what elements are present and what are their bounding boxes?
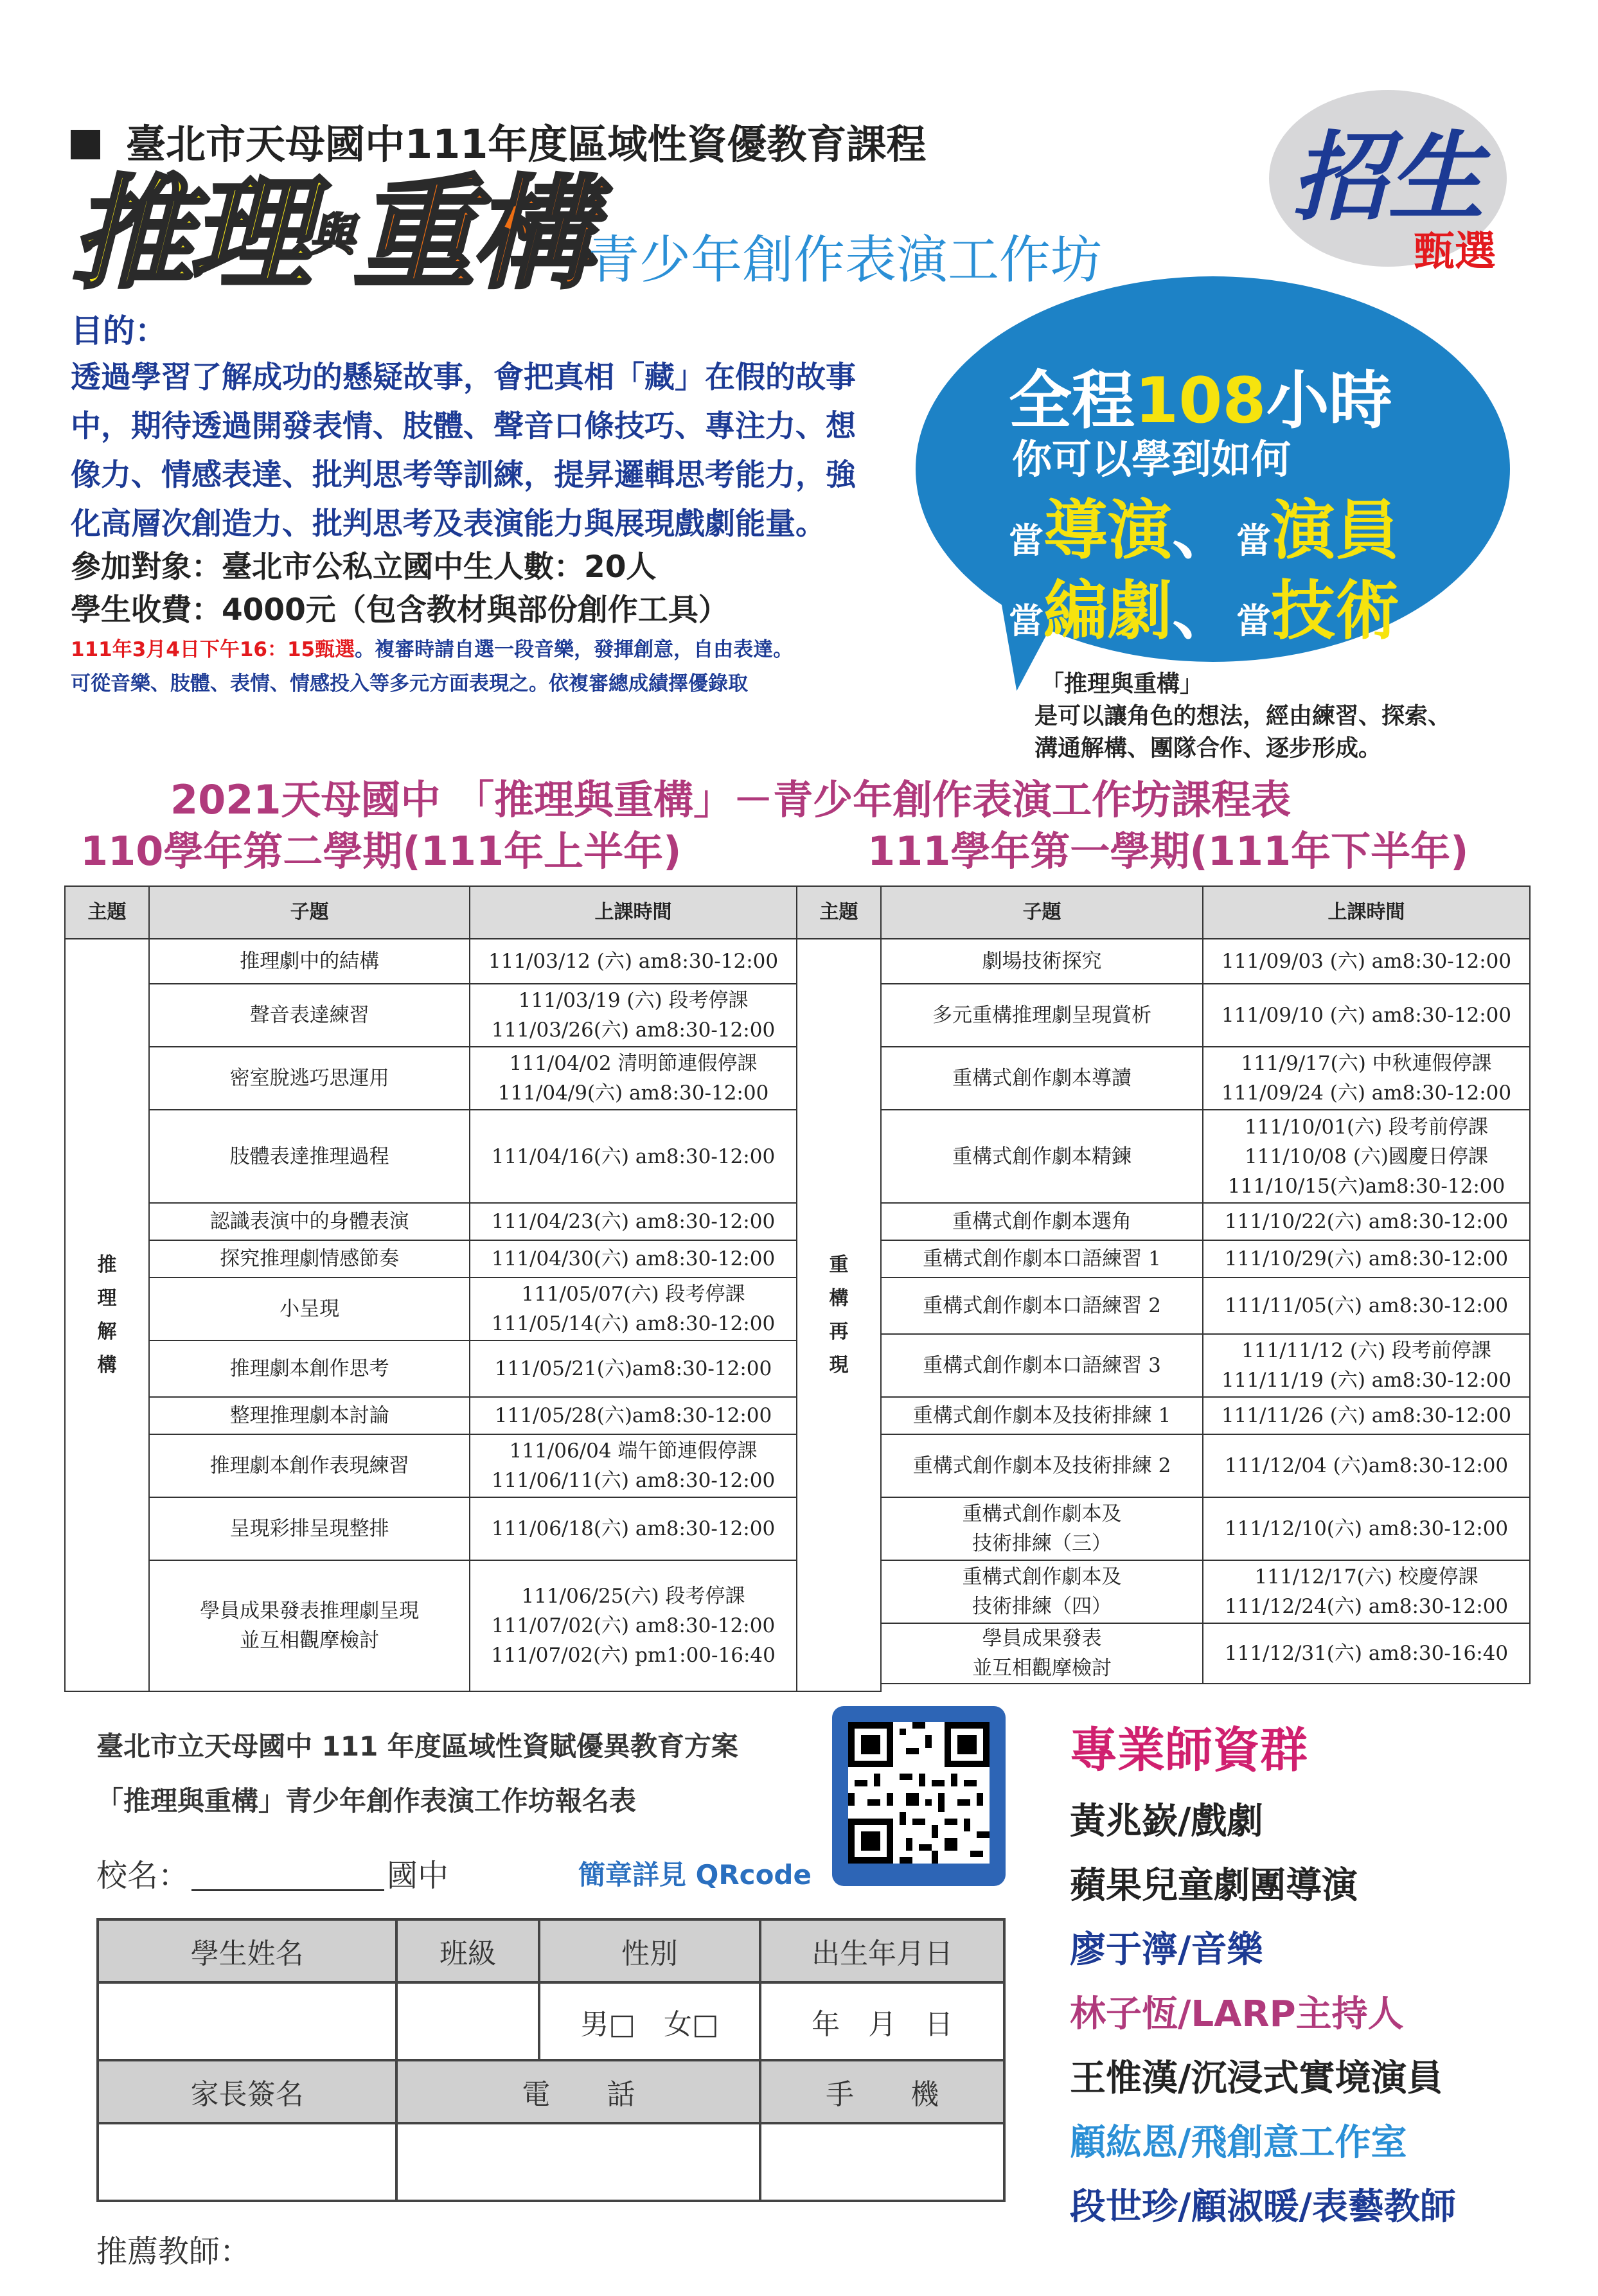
topic-cell bbox=[149, 939, 470, 984]
time-text: 111/10/15(六)am8:30-12:00 bbox=[1227, 1174, 1505, 1198]
topic-text: 整理推理劇本討論 bbox=[229, 1404, 389, 1427]
time-cell bbox=[470, 1240, 797, 1277]
registration-table bbox=[96, 1918, 1006, 2202]
time-text: 111/09/03 (六) am8:30-12:00 bbox=[1221, 950, 1512, 973]
topic-text: 密室脫逃巧思運用 bbox=[229, 1067, 389, 1090]
registration-line1: 臺北市立天母國中 111 年度區域性資賦優異教育方案 bbox=[96, 1731, 738, 1762]
topic-text: 重構式創作劇本及 bbox=[962, 1565, 1122, 1589]
time-text: 111/05/07(六) 段考停課 bbox=[521, 1283, 745, 1306]
time-cell bbox=[1203, 939, 1530, 984]
bubble-text: 全程 bbox=[1009, 364, 1135, 438]
topic-text: 重構式創作劇本導讀 bbox=[952, 1067, 1132, 1090]
expert-item: 顧紘恩/飛創意工作室 bbox=[1070, 2122, 1407, 2164]
gender-header: 性別 bbox=[539, 1919, 760, 1982]
school-suffix: 國中 bbox=[387, 1858, 449, 1894]
topic-cell bbox=[881, 1277, 1203, 1334]
time-text: 111/05/28(六)am8:30-12:00 bbox=[494, 1404, 772, 1427]
topic-text: 推理劇中的結構 bbox=[240, 950, 380, 973]
topic-text: 重構式創作劇本選角 bbox=[952, 1210, 1132, 1233]
topic-cell bbox=[149, 1240, 470, 1277]
note-text bbox=[1034, 668, 1451, 765]
time-text: 111/09/10 (六) am8:30-12:00 bbox=[1221, 1004, 1512, 1027]
expert-item: 廖于濘/音樂 bbox=[1070, 1929, 1263, 1971]
topic-text: 重構式創作劇本及 bbox=[962, 1502, 1122, 1526]
purpose-line: 中，期待透過開發表情、肢體、聲音口條技巧、專注力、想 bbox=[71, 409, 856, 444]
time-text: 111/04/23(六) am8:30-12:00 bbox=[491, 1210, 776, 1233]
bubble-role: 技術 bbox=[1271, 573, 1399, 648]
fee-info: 學生收費：4000元（包含教材與部份創作工具） bbox=[71, 592, 729, 628]
topic-text: 推理劇本創作表現練習 bbox=[209, 1454, 409, 1477]
schedule-row bbox=[65, 939, 1530, 984]
time-cell bbox=[470, 1340, 797, 1397]
time-text: 111/04/16(六) am8:30-12:00 bbox=[491, 1144, 776, 1168]
topic-text: 多元重構推理劇呈現賞析 bbox=[932, 1004, 1152, 1027]
time-cell bbox=[1203, 1110, 1530, 1203]
schedule-table bbox=[64, 885, 1531, 1692]
phone-field[interactable] bbox=[396, 2123, 760, 2201]
time-text: 111/11/26 (六) am8:30-12:00 bbox=[1221, 1404, 1512, 1427]
time-text: 111/06/04 端午節連假停課 bbox=[509, 1439, 758, 1463]
note-line: 是可以讓角色的想法，經由練習、探索、 bbox=[1034, 703, 1452, 729]
time-cell bbox=[1203, 984, 1530, 1047]
topic-text: 學員成果發表 bbox=[982, 1627, 1102, 1650]
student-name-header: 學生姓名 bbox=[98, 1919, 396, 1982]
topic-cell bbox=[149, 1560, 470, 1691]
birthdate-field[interactable]: 年 月 日 bbox=[760, 1982, 1004, 2060]
time-text: 111/10/29(六) am8:30-12:00 bbox=[1224, 1247, 1509, 1270]
purpose-line: 像力、情感表達、批判思考等訓練，提昇邏輯思考能力，強 bbox=[71, 458, 856, 493]
topic-cell bbox=[149, 1497, 470, 1560]
reg-header-row bbox=[98, 1919, 1004, 1982]
qr-code[interactable] bbox=[832, 1706, 1006, 1886]
topic-cell bbox=[881, 984, 1203, 1047]
bubble-when: 當 bbox=[1009, 601, 1043, 641]
time-cell bbox=[1203, 1434, 1530, 1497]
topic-text: 探究推理劇情感節奏 bbox=[220, 1247, 400, 1270]
topic-text: 重構式創作劇本口語練習 2 bbox=[923, 1294, 1161, 1317]
bubble-sep: 、 bbox=[1172, 573, 1236, 648]
purpose-line: 透過學習了解成功的懸疑故事，會把真相「藏」在假的故事 bbox=[71, 360, 856, 395]
time-text: 111/10/08 (六)國慶日停課 bbox=[1245, 1144, 1489, 1168]
topic-cell bbox=[149, 1110, 470, 1203]
parent-signature-header: 家長簽名 bbox=[98, 2060, 396, 2123]
time-text: 111/06/18(六) am8:30-12:00 bbox=[491, 1517, 776, 1540]
bubble-text: 小時 bbox=[1266, 364, 1392, 438]
topic-text: 重構式創作劇本口語練習 3 bbox=[923, 1354, 1161, 1377]
topic-text: 認識表演中的身體表演 bbox=[209, 1210, 409, 1233]
time-cell bbox=[470, 939, 797, 984]
bubble-line3 bbox=[1009, 479, 1399, 571]
topic-text: 並互相觀摩檢討 bbox=[972, 1657, 1112, 1680]
time-cell bbox=[470, 1110, 797, 1203]
time-cell bbox=[1203, 1560, 1530, 1623]
reg-input-row-2 bbox=[98, 2123, 1004, 2201]
time-text: 111/03/12 (六) am8:30-12:00 bbox=[488, 950, 779, 973]
bubble-when: 當 bbox=[1236, 521, 1271, 561]
topic-cell bbox=[881, 1397, 1203, 1434]
header-line bbox=[71, 112, 926, 170]
time-text: 111/10/22(六) am8:30-12:00 bbox=[1224, 1210, 1509, 1233]
time-cell bbox=[1203, 1334, 1530, 1397]
topic-cell bbox=[881, 939, 1203, 984]
title-part2: 重構 bbox=[353, 163, 590, 305]
topic-cell bbox=[881, 1110, 1203, 1203]
time-cell bbox=[1203, 1047, 1530, 1110]
term-1-title: 110學年第二學期(111年上半年) bbox=[80, 828, 682, 875]
topic-cell bbox=[881, 1623, 1203, 1684]
col-header: 上課時間 bbox=[470, 886, 797, 939]
header-text: 臺北市天母國中111年度區域性資優教育課程 bbox=[126, 121, 927, 168]
time-cell bbox=[470, 1047, 797, 1110]
theme-char: 理 bbox=[97, 1286, 117, 1310]
purpose-label: 目的： bbox=[71, 312, 167, 350]
time-text: 111/07/02(六) am8:30-12:00 bbox=[491, 1614, 776, 1637]
time-text: 111/03/26(六) am8:30-12:00 bbox=[491, 1019, 776, 1042]
reg-header-row-2 bbox=[98, 2060, 1004, 2123]
selection-date: 111年3月4日下午16：15甄選 bbox=[71, 638, 355, 661]
time-text: 111/09/24 (六) am8:30-12:00 bbox=[1221, 1081, 1512, 1105]
parent-signature-field[interactable] bbox=[98, 2123, 396, 2201]
time-text: 111/03/19 (六) 段考停課 bbox=[518, 989, 749, 1012]
time-cell bbox=[1203, 1203, 1530, 1240]
bubble-hours: 108 bbox=[1135, 364, 1266, 438]
topic-text: 劇場技術探究 bbox=[982, 950, 1102, 973]
time-cell bbox=[470, 984, 797, 1047]
topic-text: 呈現彩排呈現整排 bbox=[229, 1517, 389, 1540]
topic-cell bbox=[881, 1497, 1203, 1560]
class-field[interactable] bbox=[396, 1982, 539, 2060]
bubble-when: 當 bbox=[1236, 601, 1271, 641]
time-cell bbox=[470, 1277, 797, 1340]
expert-item: 蘋果兒童劇團導演 bbox=[1070, 1865, 1358, 1907]
topic-text: 技術排練（三） bbox=[972, 1532, 1112, 1555]
expert-item: 王惟漢/沉浸式實境演員 bbox=[1070, 2058, 1443, 2099]
registration-line2: 「推理與重構」青少年創作表演工作坊報名表 bbox=[96, 1785, 637, 1817]
theme-char: 再 bbox=[829, 1320, 849, 1343]
time-text: 111/05/21(六)am8:30-12:00 bbox=[494, 1357, 772, 1380]
topic-text: 推理劇本創作思考 bbox=[229, 1357, 389, 1380]
theme-char: 重 bbox=[829, 1253, 849, 1276]
topic-cell bbox=[881, 1240, 1203, 1277]
time-text: 111/11/05(六) am8:30-12:00 bbox=[1224, 1294, 1509, 1317]
time-text: 111/04/9(六) am8:30-12:00 bbox=[497, 1081, 769, 1105]
square-bullet-icon bbox=[71, 130, 100, 159]
theme-char: 構 bbox=[829, 1286, 849, 1310]
topic-text: 聲音表達練習 bbox=[249, 1004, 369, 1027]
topic-text: 肢體表達推理過程 bbox=[229, 1144, 389, 1168]
subtitle: 青少年創作表演工作坊 bbox=[588, 230, 1102, 290]
gender-field[interactable]: 男□ 女□ bbox=[539, 1982, 760, 2060]
badge-main: 招生 bbox=[1292, 122, 1485, 234]
theme-char: 解 bbox=[97, 1320, 117, 1343]
experts-title: 專業師資群 bbox=[1070, 1723, 1308, 1778]
bubble-role: 演員 bbox=[1271, 493, 1399, 568]
school-blank[interactable] bbox=[191, 1864, 384, 1891]
time-cell bbox=[470, 1203, 797, 1240]
title-connector: 與 bbox=[310, 209, 351, 262]
topic-text: 重構式創作劇本精鍊 bbox=[952, 1144, 1132, 1168]
bubble-line4 bbox=[1009, 559, 1399, 652]
bubble-role: 編劇 bbox=[1043, 573, 1172, 648]
topic-text: 重構式創作劇本及技術排練 1 bbox=[912, 1404, 1171, 1427]
main-title bbox=[71, 163, 590, 305]
time-text: 111/06/25(六) 段考停課 bbox=[521, 1585, 745, 1608]
mobile-header: 手 機 bbox=[760, 2060, 1004, 2123]
theme-char: 構 bbox=[97, 1353, 117, 1376]
school-name-field bbox=[96, 1851, 448, 1895]
topic-text: 技術排練（四） bbox=[972, 1595, 1112, 1618]
bubble-sep: 、 bbox=[1172, 493, 1236, 568]
time-cell bbox=[470, 1497, 797, 1560]
qr-code-icon bbox=[848, 1722, 990, 1864]
expert-item: 段世珍/顧淑暖/表藝教師 bbox=[1070, 2186, 1456, 2228]
mobile-field[interactable] bbox=[760, 2123, 1004, 2201]
time-text: 111/04/30(六) am8:30-12:00 bbox=[491, 1247, 776, 1270]
recommending-teacher: 推薦教師： bbox=[96, 2234, 251, 2270]
schedule-title: 2021天母國中 「推理與重構」－青少年創作表演工作坊課程表 bbox=[170, 776, 1292, 823]
purpose-line: 化高層次創造力、批判思考及表演能力與展現戲劇能量。 bbox=[71, 506, 826, 542]
topic-cell bbox=[881, 1203, 1203, 1240]
badge-sub: 甄選 bbox=[1414, 228, 1496, 276]
reg-input-row bbox=[98, 1982, 1004, 2060]
note-line: 溝通解構、團隊合作、逐步形成。 bbox=[1034, 735, 1382, 761]
schedule-header-row bbox=[65, 886, 1530, 939]
topic-cell bbox=[149, 1047, 470, 1110]
time-text: 111/06/11(六) am8:30-12:00 bbox=[491, 1469, 776, 1492]
col-header: 主題 bbox=[797, 886, 881, 939]
theme-left bbox=[65, 939, 149, 1691]
time-text: 111/9/17(六) 中秋連假停課 bbox=[1241, 1052, 1492, 1075]
time-cell bbox=[1203, 1497, 1530, 1560]
school-label: 校名： bbox=[96, 1858, 190, 1894]
qr-label: 簡章詳見 QRcode bbox=[578, 1859, 812, 1891]
bubble-role: 導演 bbox=[1043, 493, 1172, 568]
time-text: 111/12/17(六) 校慶停課 bbox=[1254, 1565, 1478, 1589]
time-text: 111/12/31(六) am8:30-16:40 bbox=[1224, 1642, 1509, 1665]
topic-text: 並互相觀摩檢討 bbox=[240, 1629, 380, 1652]
time-cell bbox=[1203, 1240, 1530, 1277]
time-text: 111/11/19 (六) am8:30-12:00 bbox=[1221, 1369, 1512, 1392]
time-cell bbox=[470, 1560, 797, 1691]
bubble-when: 當 bbox=[1009, 521, 1043, 561]
selection-line bbox=[71, 633, 793, 662]
note-line: 「推理與重構」 bbox=[1041, 671, 1203, 697]
col-header: 上課時間 bbox=[1203, 886, 1530, 939]
time-cell bbox=[1203, 1277, 1530, 1334]
theme-char: 現 bbox=[829, 1353, 849, 1376]
col-header: 主題 bbox=[65, 886, 149, 939]
time-text: 111/05/14(六) am8:30-12:00 bbox=[491, 1312, 776, 1335]
phone-header: 電 話 bbox=[396, 2060, 760, 2123]
time-text: 111/12/10(六) am8:30-12:00 bbox=[1224, 1517, 1509, 1540]
time-text: 111/12/24(六) am8:30-12:00 bbox=[1224, 1595, 1509, 1618]
class-header: 班級 bbox=[396, 1919, 539, 1982]
topic-text: 重構式創作劇本及技術排練 2 bbox=[912, 1454, 1171, 1477]
time-text: 111/07/02(六) pm1:00-16:40 bbox=[491, 1644, 776, 1667]
topic-cell bbox=[149, 984, 470, 1047]
purpose-body bbox=[71, 353, 900, 549]
topic-cell bbox=[881, 1047, 1203, 1110]
topic-cell bbox=[149, 1397, 470, 1434]
topic-text: 學員成果發表推理劇呈現 bbox=[200, 1599, 420, 1623]
student-name-field[interactable] bbox=[98, 1982, 396, 2060]
birthdate-header: 出生年月日 bbox=[760, 1919, 1004, 1982]
topic-cell bbox=[149, 1203, 470, 1240]
expert-item: 林子恆/LARP主持人 bbox=[1070, 1993, 1404, 2035]
time-cell bbox=[470, 1397, 797, 1434]
term-2-title: 111學年第一學期(111年下半年) bbox=[867, 828, 1469, 875]
time-text: 111/04/02 清明節連假停課 bbox=[509, 1052, 758, 1075]
col-header: 子題 bbox=[149, 886, 470, 939]
col-header: 子題 bbox=[881, 886, 1203, 939]
topic-cell bbox=[149, 1434, 470, 1497]
selection-line-2: 可從音樂、肢體、表情、情感投入等多元方面表現之。依複審總成績擇優錄取 bbox=[71, 672, 748, 695]
title-part1: 推理 bbox=[71, 163, 308, 305]
time-text: 111/10/01(六) 段考前停課 bbox=[1245, 1115, 1489, 1139]
target-info: 參加對象：臺北市公私立國中生人數：20人 bbox=[71, 549, 657, 585]
theme-char: 推 bbox=[97, 1253, 117, 1276]
expert-item: 黃兆嶔/戲劇 bbox=[1070, 1801, 1263, 1842]
time-cell bbox=[1203, 1397, 1530, 1434]
bubble-line2: 你可以學到如何 bbox=[1012, 436, 1292, 483]
time-cell bbox=[470, 1434, 797, 1497]
topic-cell bbox=[149, 1277, 470, 1340]
time-cell bbox=[1203, 1623, 1530, 1684]
selection-rest: 。複審時請自選一段音樂，發揮創意，自由表達。 bbox=[355, 638, 794, 661]
time-text: 111/12/04 (六)am8:30-12:00 bbox=[1224, 1454, 1509, 1477]
topic-text: 重構式創作劇本口語練習 1 bbox=[923, 1247, 1161, 1270]
topic-cell bbox=[881, 1334, 1203, 1397]
time-text: 111/11/12 (六) 段考前停課 bbox=[1241, 1339, 1491, 1362]
topic-cell bbox=[881, 1560, 1203, 1623]
topic-cell bbox=[149, 1340, 470, 1397]
topic-cell bbox=[881, 1434, 1203, 1497]
topic-text: 小呈現 bbox=[280, 1297, 340, 1321]
theme-right bbox=[797, 939, 881, 1691]
